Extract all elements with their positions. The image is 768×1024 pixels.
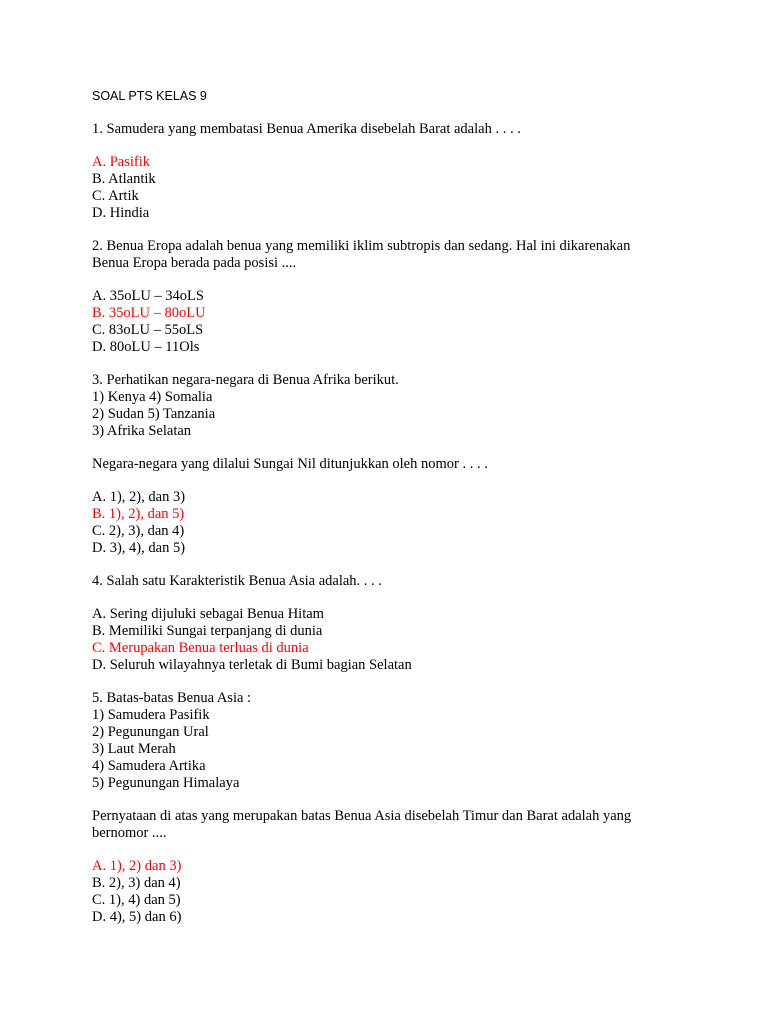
option-a: A. Sering dijuluki sebagai Benua Hitam (92, 606, 324, 622)
question-5-intro-line-1: 5. Batas-batas Benua Asia : (92, 690, 252, 706)
document-page (92, 88, 732, 942)
option-c: C. 1), 4) dan 5) (92, 892, 181, 908)
option-c: C. 2), 3), dan 4) (92, 523, 185, 539)
option-b: B. 2), 3) dan 4) (92, 875, 181, 891)
option-b: B. Atlantik (92, 171, 156, 187)
question-4-text: 4. Salah satu Karakteristik Benua Asia adalah. . . . (92, 573, 382, 589)
question-3-intro-line-3: 2) Sudan 5) Tanzania (92, 406, 216, 422)
question-5 (92, 690, 732, 926)
question-3-intro (92, 372, 732, 440)
option-a: A. Pasifik (92, 154, 150, 170)
option-a: A. 1), 2), dan 3) (92, 489, 186, 505)
question-5-options (92, 858, 732, 926)
option-c: C. Merupakan Benua terluas di dunia (92, 640, 309, 656)
option-b: B. Memiliki Sungai terpanjang di dunia (92, 623, 323, 639)
question-1 (92, 121, 732, 222)
option-d: D. Seluruh wilayahnya terletak di Bumi bagian Selatan (92, 657, 412, 673)
question-2-text-line-1: 2. Benua Eropa adalah benua yang memiliki iklim subtropis dan sedang. Hal ini dikarenakan (92, 238, 631, 254)
question-1-options (92, 154, 732, 222)
question-3 (92, 372, 732, 557)
question-2-options (92, 288, 732, 356)
question-5-intro-line-2: 1) Samudera Pasifik (92, 707, 210, 723)
question-2 (92, 238, 732, 356)
question-5-text-line-1: Pernyataan di atas yang merupakan batas Benua Asia disebelah Timur dan Barat adalah yang (92, 808, 632, 824)
option-d: D. 3), 4), dan 5) (92, 540, 186, 556)
question-3-intro-line-2: 1) Kenya 4) Somalia (92, 389, 213, 405)
question-5-intro-line-4: 3) Laut Merah (92, 741, 176, 757)
option-a: A. 35oLU – 34oLS (92, 288, 204, 304)
question-5-intro (92, 690, 732, 792)
option-b: B. 1), 2), dan 5) (92, 506, 185, 522)
option-c: C. Artik (92, 188, 139, 204)
question-3-options (92, 489, 732, 557)
question-2-text-line-2: Benua Eropa berada pada posisi .... (92, 255, 297, 271)
question-4-options (92, 606, 732, 674)
question-3-intro-line-1: 3. Perhatikan negara-negara di Benua Afrika berikut. (92, 372, 399, 388)
option-d: D. Hindia (92, 205, 150, 221)
question-1-text: 1. Samudera yang membatasi Benua Amerika disebelah Barat adalah . . . . (92, 121, 521, 137)
question-5-intro-line-5: 4) Samudera Artika (92, 758, 206, 774)
question-5-intro-line-3: 2) Pegunungan Ural (92, 724, 209, 740)
question-5-text-line-2: bernomor .... (92, 825, 167, 841)
document-title: SOAL PTS KELAS 9 (92, 89, 207, 103)
option-d: D. 4), 5) dan 6) (92, 909, 182, 925)
question-4 (92, 573, 732, 674)
question-3-text: Negara-negara yang dilalui Sungai Nil ditunjukkan oleh nomor . . . . (92, 456, 488, 472)
question-5-intro-line-6: 5) Pegunungan Himalaya (92, 775, 240, 791)
option-d: D. 80oLU – 11Ols (92, 339, 200, 355)
question-3-intro-line-4: 3) Afrika Selatan (92, 423, 192, 439)
option-b: B. 35oLU – 80oLU (92, 305, 206, 321)
option-a: A. 1), 2) dan 3) (92, 858, 182, 874)
option-c: C. 83oLU – 55oLS (92, 322, 204, 338)
